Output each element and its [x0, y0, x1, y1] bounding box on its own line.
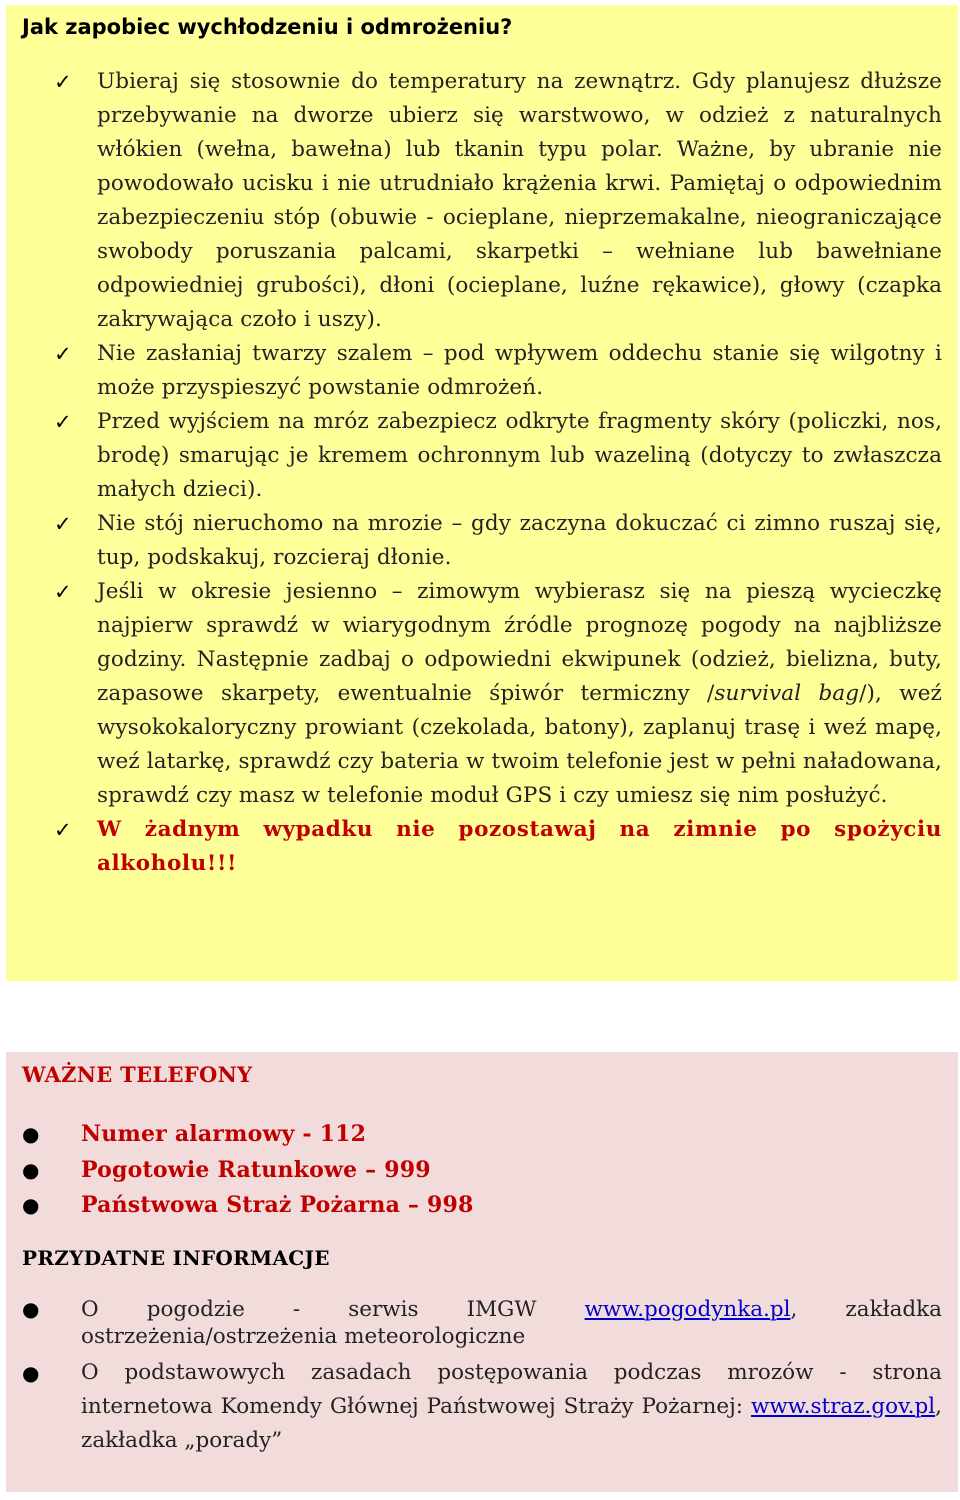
phone-item: [22, 1153, 942, 1189]
tip-item: [22, 65, 942, 337]
phone-text: Państwowa Straż Pożarna – 998: [81, 1192, 474, 1218]
info-list: [22, 1296, 942, 1458]
checkmark-icon: ✓: [54, 342, 72, 366]
tip-item: [22, 405, 942, 507]
bullet-icon: ●: [22, 1122, 40, 1146]
info-item: [22, 1356, 942, 1458]
bullet-icon: ●: [22, 1193, 40, 1217]
contacts-panel: [6, 1052, 958, 1492]
info-text: , zakładka „porady”: [81, 1393, 942, 1453]
bullet-icon: ●: [22, 1157, 40, 1182]
tip-text: Nie stój nieruchomo na mrozie – gdy zaczyna dokuczać ci zimno ruszaj się, tup, podskakuj, rozcieraj dłonie.: [97, 511, 942, 570]
phone-text: Numer alarmowy - 112: [81, 1121, 367, 1147]
checkmark-icon: ✓: [54, 580, 72, 604]
tip-text: /), weź wysokokaloryczny prowiant (czekolada, batony), zaplanuj trasę i weź mapę, weź latarkę, sprawdź czy bateria w twoim telefonie jest w pełni naładowana, sprawdź czy masz w telefonie moduł GPS i czy umiesz się nim posłużyć.: [97, 681, 942, 808]
tip-item: [22, 507, 942, 575]
straz-link[interactable]: www.straz.gov.pl: [750, 1393, 936, 1419]
bullet-icon: ●: [22, 1360, 40, 1385]
tip-text-italic: survival bag: [714, 681, 860, 706]
page-title: Jak zapobiec wychłodzeniu i odmrożeniu?: [22, 15, 513, 39]
phone-text: Pogotowie Ratunkowe – 999: [81, 1156, 431, 1183]
checkmark-icon: ✓: [54, 512, 72, 536]
phones-list: [22, 1117, 942, 1224]
checkmark-icon: ✓: [54, 70, 72, 94]
cold-tips-panel: [6, 5, 958, 981]
info-text: O pogodzie - serwis IMGW: [81, 1296, 585, 1322]
phone-item: [22, 1117, 942, 1153]
tip-text: Przed wyjściem na mróz zabezpiecz odkryte fragmenty skóry (policzki, nos, brodę) smarując je kremem ochronnym lub wazeliną (dotyczy to zwłaszcza małych dzieci).: [97, 409, 942, 502]
tip-item: [22, 337, 942, 405]
checkmark-icon: ✓: [54, 818, 73, 842]
info-heading: PRZYDATNE INFORMACJE: [22, 1245, 330, 1270]
tip-text: Nie zasłaniaj twarzy szalem – pod wpływem oddechu stanie się wilgotny i może przyspieszyć powstanie odmrożeń.: [97, 341, 942, 400]
pogodynka-link[interactable]: www.pogodynka.pl: [584, 1296, 791, 1322]
tip-item: [22, 575, 942, 813]
phones-heading: WAŻNE TELEFONY: [22, 1062, 253, 1087]
warning-text: W żadnym wypadku nie pozostawaj na zimnie po spożyciu alkoholu!!!: [97, 817, 942, 876]
phone-item: [22, 1188, 942, 1224]
info-item: [22, 1296, 942, 1350]
tip-text: Jeśli w okresie jesienno – zimowym wybierasz się na pieszą wycieczkę najpierw sprawdź w wiarygodnym źródle prognozę pogody na najbliższe godziny. Następnie zadbaj o odpowiedni ekwipunek (odzież, bielizna, buty, zapasowe skarpety, ewentualnie śpiwór termiczny /: [97, 579, 942, 706]
tip-text: Ubieraj się stosownie do temperatury na zewnątrz. Gdy planujesz dłuższe przebywanie na dworze ubierz się warstwowo, w odzież z naturalnych włókien (wełna, bawełna) lub tkanin typu polar. Ważne, by ubranie nie powodowało ucisku i nie utrudniało krążenia krwi. Pamiętaj o odpowiednim zabezpieczeniu stóp (obuwie - ocieplane, nieprzemakalne, nieograniczające swobody poruszania palcami, skarpetki – wełniane lub bawełniane odpowiedniej grubości), dłoni (ocieplane, luźne rękawice), głowy (czapka zakrywająca czoło i uszy).: [97, 69, 942, 332]
bullet-icon: ●: [22, 1296, 40, 1321]
checkmark-icon: ✓: [54, 410, 72, 434]
warning-tip-item: [22, 813, 942, 881]
tips-list: [22, 65, 942, 881]
info-text: , zakładka ostrzeżenia/ostrzeżenia meteorologiczne: [81, 1296, 943, 1349]
info-text: O podstawowych zasadach postępowania podczas mrozów - strona internetowa Komendy Głównej Państwowej Straży Pożarnej:: [81, 1359, 942, 1419]
